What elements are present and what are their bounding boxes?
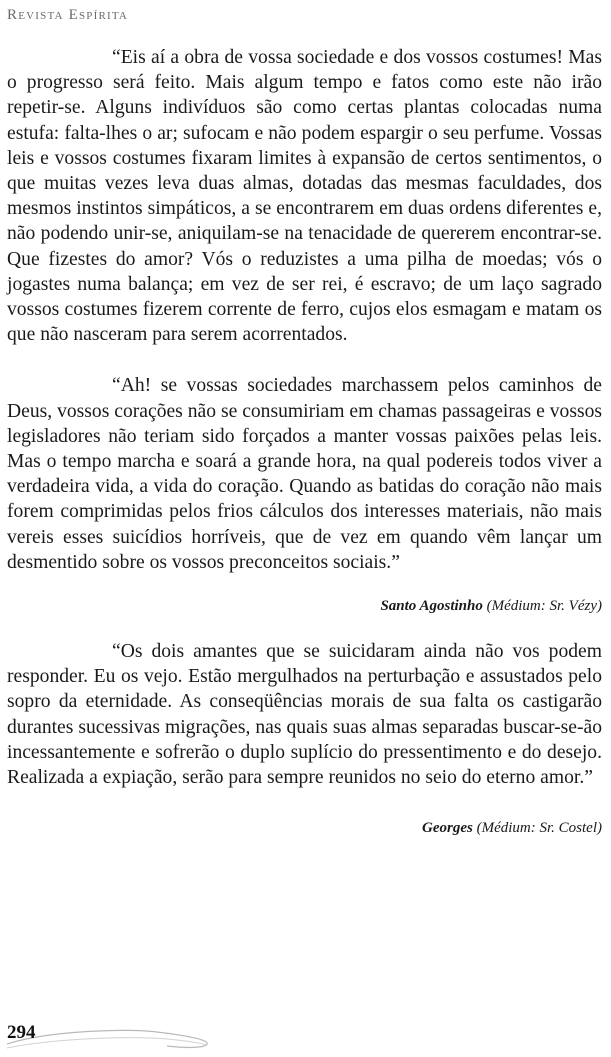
page-number: 294 <box>7 1022 36 1043</box>
paragraph-1: “Eis aí a obra de vossa sociedade e dos vossos costumes! Mas o progresso será feito. Mais algum tempo e fatos como este não irão repetir-se. Alguns indivíduos são como certas plantas colocadas numa estufa: falta-lhes o ar; sufocam e não podem espargir o seu perfume. Vossas leis e vossos costumes fixaram limites à expansão de certos sentimentos, o que muitas vezes leva duas almas, dotadas das mesmas faculdades, dos mesmos instintos simpáticos, a se encontrarem em duas ordens diferentes e, não podendo unir-se, aniquilam-se na tenacidade de quererem encontrar-se. Que fizestes do amor? Vós o reduzistes a uma pilha de moedas; vós o jogastes numa balança; em vez de ser rei, é escravo; de um laço sagrado vossos costumes fizerem corrente de ferro, cujos elos esmagam e matam os que não nasceram para serem acorrentados. <box>7 47 602 346</box>
signature-georges <box>7 818 602 838</box>
running-header: Revista Espírita <box>7 7 129 23</box>
paragraph-2: “Ah! se vossas sociedades marchassem pelos caminhos de Deus, vossos corações não se consumiriam em chamas passageiras e vossos legisladores não teriam sido forçados a manter vossas paixões pelas leis. Mas o tempo marcha e soará a grande hora, na qual podereis todos viver a verdadeira vida, a vida do coração. Quando as batidas do coração não mais forem comprimidas pelos frios cálculos dos interesses materiais, não mais vereis esses suicídios horríveis, que de vez em quando vêm lançar um desmentido sobre os vossos preconceitos sociais.” <box>7 375 602 573</box>
page-footer <box>7 1022 217 1052</box>
signature-medium: (Médium: Sr. Vézy) <box>486 598 602 615</box>
signature-santo-agostinho <box>7 596 602 616</box>
page-body <box>7 40 602 838</box>
signature-author: Santo Agostinho <box>380 598 483 615</box>
swoosh-ornament-icon <box>7 1022 217 1052</box>
paragraph-3: “Os dois amantes que se suicidaram ainda não vos podem responder. Eu os vejo. Estão mergulhados na perturbação e assustados pelo sopro da eternidade. As conseqüências morais de sua falta os castigarão durantes sucessivas migrações, nas quais suas almas separadas buscar-se-ão incessantemente e sofrerão o duplo suplício do pressentimento e do desejo. Realizada a expiação, serão para sempre reunidos no seio do eterno amor.” <box>7 641 602 789</box>
signature-medium: (Médium: Sr. Costel) <box>476 820 602 837</box>
signature-author: Georges <box>422 820 473 837</box>
